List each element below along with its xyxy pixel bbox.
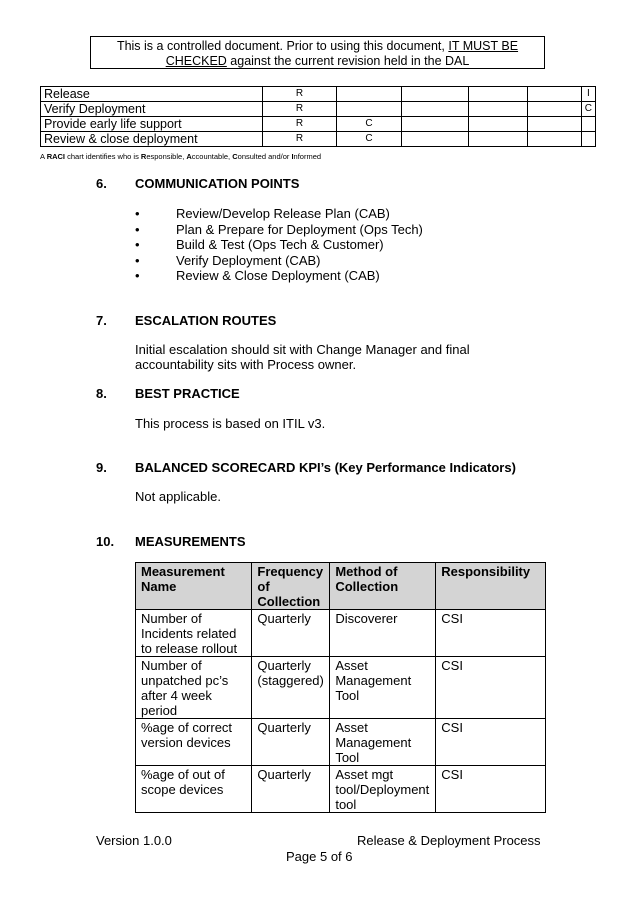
- raci-cell: I: [581, 87, 595, 102]
- raci-cell: C: [337, 132, 401, 147]
- raci-cell: [581, 117, 595, 132]
- table-cell: %age of out of scope devices: [136, 766, 252, 813]
- communication-points-list: [135, 206, 423, 284]
- list-item-text: Plan & Prepare for Deployment (Ops Tech): [176, 221, 423, 237]
- list-item-text: Verify Deployment (CAB): [176, 252, 321, 268]
- footer-doc-title: Release & Deployment Process: [357, 833, 541, 848]
- raci-cell: C: [581, 102, 595, 117]
- raci-cell: R: [262, 132, 337, 147]
- raci-cell: [469, 87, 528, 102]
- bullet-icon: •: [135, 252, 140, 268]
- bullet-icon: •: [135, 268, 140, 283]
- raci-cell: [528, 117, 581, 132]
- raci-cell: [401, 102, 469, 117]
- table-cell: CSI: [436, 657, 546, 719]
- table-cell: Asset Management Tool: [330, 719, 436, 766]
- list-item: [135, 268, 423, 284]
- table-cell: Number of unpatched pc’s after 4 week period: [136, 657, 252, 719]
- table-header-cell: Method of Collection: [330, 563, 436, 610]
- table-header-cell: Responsibility: [436, 563, 546, 610]
- raci-table: [40, 86, 596, 147]
- raci-activity: Provide early life support: [41, 117, 263, 132]
- raci-cell: [401, 87, 469, 102]
- raci-cell: [469, 132, 528, 147]
- raci-cell: [528, 102, 581, 117]
- table-cell: CSI: [436, 766, 546, 813]
- table-cell: CSI: [436, 719, 546, 766]
- raci-cell: [337, 102, 401, 117]
- table-cell: Quarterly: [252, 610, 330, 657]
- table-cell: Discoverer: [330, 610, 436, 657]
- measurements-table: [135, 562, 546, 813]
- raci-cell: R: [262, 87, 337, 102]
- raci-activity: Review & close deployment: [41, 132, 263, 147]
- raci-activity: Release: [41, 87, 263, 102]
- list-item: [135, 237, 423, 253]
- raci-cell: [528, 87, 581, 102]
- section-body: Initial escalation should sit with Change Manager and final accountability sits with Process owner.: [135, 342, 470, 372]
- raci-row: [41, 102, 596, 117]
- table-header-cell: Frequency of Collection: [252, 563, 330, 610]
- section-number: 10.: [96, 534, 115, 549]
- section-title: BEST PRACTICE: [135, 386, 240, 401]
- footer-version: Version 1.0.0: [96, 833, 172, 848]
- table-header-cell: Measurement Name: [136, 563, 252, 610]
- table-cell: Quarterly: [252, 719, 330, 766]
- table-row: [136, 610, 546, 657]
- table-cell: Number of Incidents related to release rollout: [136, 610, 252, 657]
- list-item: [135, 222, 423, 238]
- footer-page-number: Page 5 of 6: [286, 849, 353, 864]
- raci-cell: C: [337, 117, 401, 132]
- section-title: MEASUREMENTS: [135, 534, 246, 549]
- controlled-document-notice: This is a controlled document. Prior to using this document, IT MUST BE CHECKED against the current revision held in the DAL: [90, 36, 545, 69]
- table-cell: Asset Management Tool: [330, 657, 436, 719]
- table-cell: Asset mgt tool/Deployment tool: [330, 766, 436, 813]
- table-cell: CSI: [436, 610, 546, 657]
- section-body: Not applicable.: [135, 489, 221, 504]
- list-item-text: Review/Develop Release Plan (CAB): [176, 206, 390, 221]
- list-item: [135, 206, 423, 222]
- section-number: 8.: [96, 386, 107, 401]
- raci-cell: [581, 132, 595, 147]
- raci-row: [41, 117, 596, 132]
- raci-cell: [528, 132, 581, 147]
- raci-cell: [469, 117, 528, 132]
- table-row: [136, 657, 546, 719]
- raci-cell: R: [262, 117, 337, 132]
- section-number: 9.: [96, 460, 107, 475]
- raci-cell: [469, 102, 528, 117]
- raci-cell: [401, 132, 469, 147]
- section-title: COMMUNICATION POINTS: [135, 176, 300, 191]
- raci-row: [41, 87, 596, 102]
- table-cell: Quarterly: [252, 766, 330, 813]
- section-number: 6.: [96, 176, 107, 191]
- raci-row: [41, 132, 596, 147]
- raci-cell: [337, 87, 401, 102]
- bullet-icon: •: [135, 221, 140, 237]
- table-cell: Quarterly (staggered): [252, 657, 330, 719]
- section-body: This process is based on ITIL v3.: [135, 416, 326, 431]
- list-item: [135, 253, 423, 269]
- section-title: BALANCED SCORECARD KPI’s (Key Performance Indicators): [135, 460, 516, 475]
- bullet-icon: •: [135, 237, 140, 252]
- raci-activity: Verify Deployment: [41, 102, 263, 117]
- table-row: [136, 719, 546, 766]
- section-number: 7.: [96, 313, 107, 328]
- bullet-icon: •: [135, 206, 140, 221]
- table-cell: %age of correct version devices: [136, 719, 252, 766]
- list-item-text: Build & Test (Ops Tech & Customer): [176, 237, 384, 252]
- raci-footnote: A RACI chart identifies who is Responsible, Accountable, Consulted and/or Informed: [40, 152, 322, 161]
- list-item-text: Review & Close Deployment (CAB): [176, 268, 380, 283]
- raci-cell: [401, 117, 469, 132]
- raci-cell: R: [262, 102, 337, 117]
- table-row: [136, 766, 546, 813]
- section-title: ESCALATION ROUTES: [135, 313, 277, 328]
